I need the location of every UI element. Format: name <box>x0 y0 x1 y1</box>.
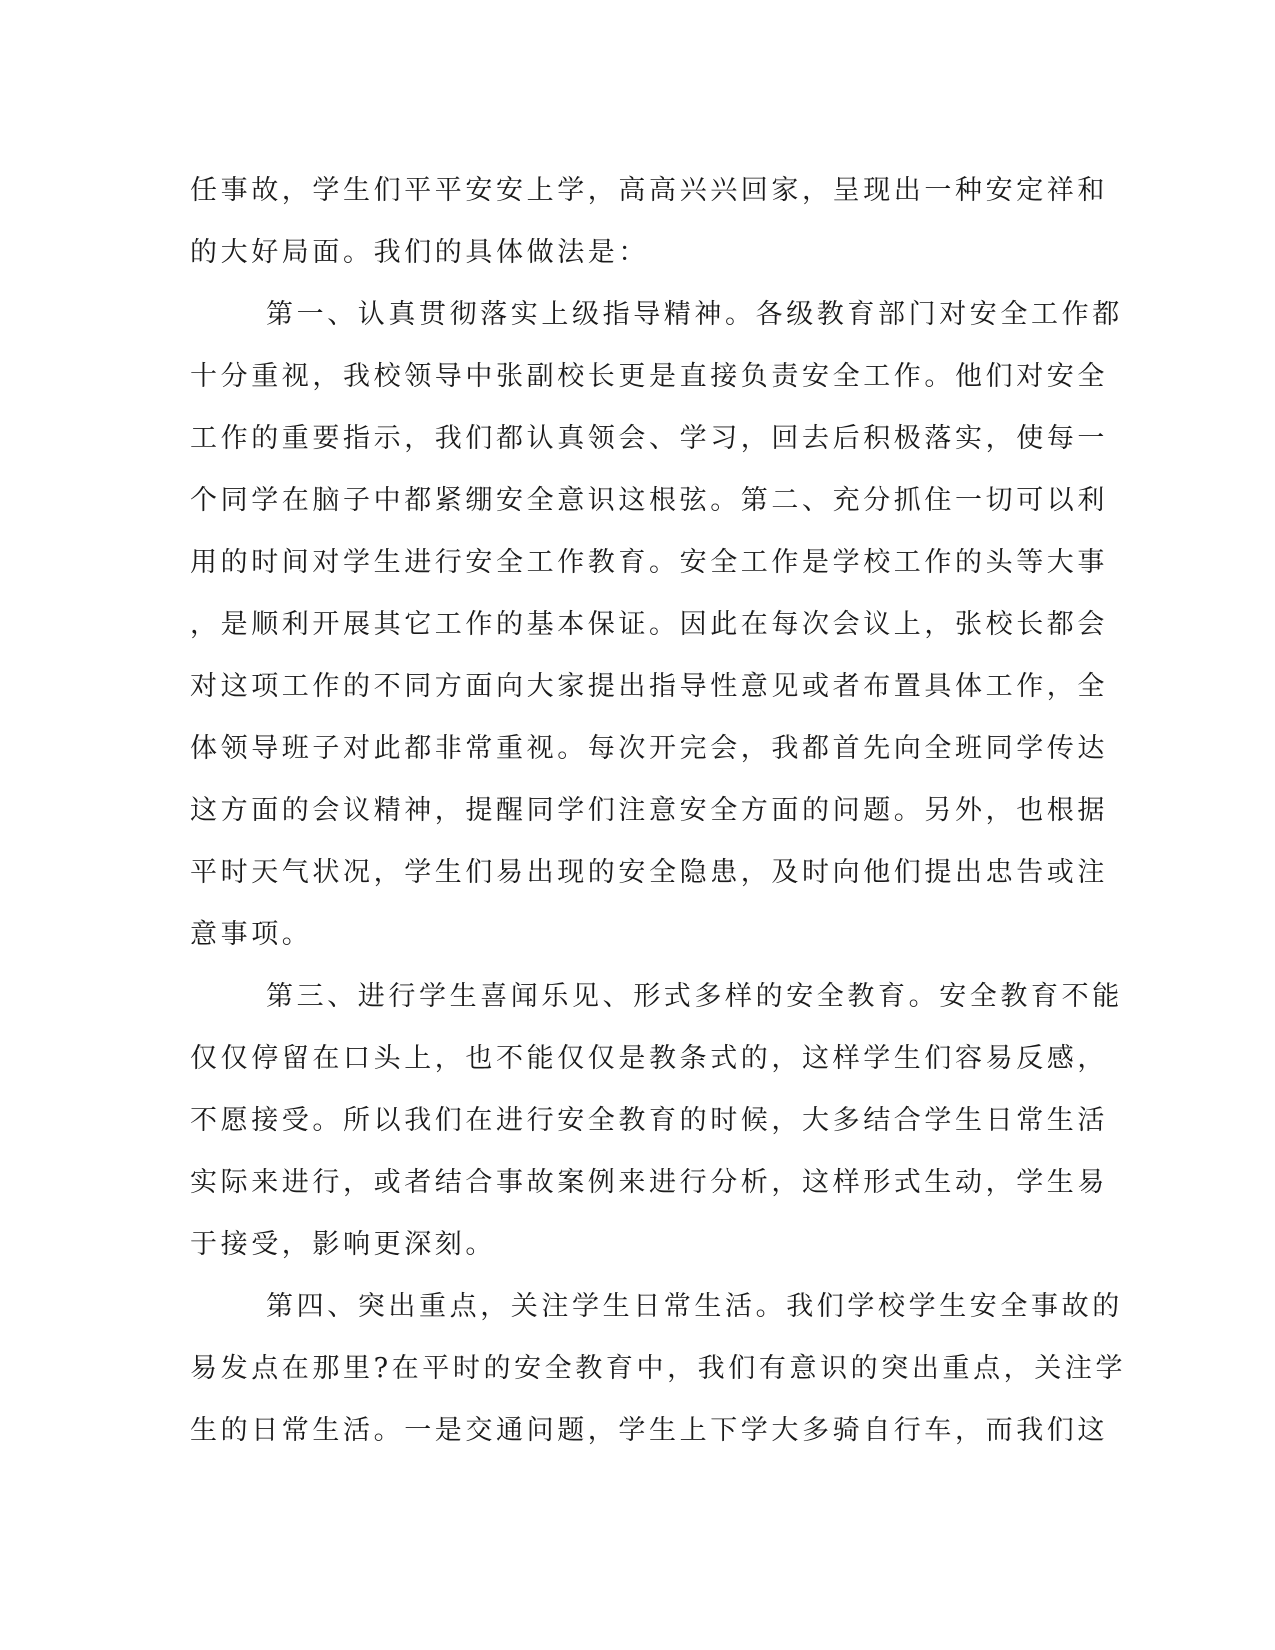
text-line: ，是顺利开展其它工作的基本保证。因此在每次会议上，张校长都会 <box>190 609 1108 640</box>
text-line: 易发点在那里?在平时的安全教育中，我们有意识的突出重点，关注学 <box>190 1353 1127 1384</box>
text-line: 任事故，学生们平平安安上学，高高兴兴回家，呈现出一种安定祥和 <box>190 175 1108 206</box>
text-line: 实际来进行，或者结合事故案例来进行分析，这样形式生动，学生易 <box>190 1167 1108 1198</box>
text-line: 对这项工作的不同方面向大家提出指导性意见或者布置具体工作，全 <box>190 671 1108 702</box>
text-line: 仅仅停留在口头上，也不能仅仅是教条式的，这样学生们容易反感， <box>190 1043 1108 1074</box>
text-line: 体领导班子对此都非常重视。每次开完会，我都首先向全班同学传达 <box>190 733 1108 764</box>
text-line: 平时天气状况，学生们易出现的安全隐患，及时向他们提出忠告或注 <box>190 857 1108 888</box>
text-line: 工作的重要指示，我们都认真领会、学习，回去后积极落实，使每一 <box>190 423 1108 454</box>
paragraph-first-line: 第一、认真贯彻落实上级指导精神。各级教育部门对安全工作都 <box>266 299 1123 330</box>
text-line: 用的时间对学生进行安全工作教育。安全工作是学校工作的头等大事 <box>190 547 1108 578</box>
text-line: 这方面的会议精神，提醒同学们注意安全方面的问题。另外，也根据 <box>190 795 1108 826</box>
paragraph-first-line: 第四、突出重点，关注学生日常生活。我们学校学生安全事故的 <box>266 1291 1123 1322</box>
text-line: 生的日常生活。一是交通问题，学生上下学大多骑自行车，而我们这 <box>190 1415 1108 1446</box>
paragraph-first-line: 第三、进行学生喜闻乐见、形式多样的安全教育。安全教育不能 <box>266 981 1123 1012</box>
text-line: 不愿接受。所以我们在进行安全教育的时候，大多结合学生日常生活 <box>190 1105 1108 1136</box>
text-line: 个同学在脑子中都紧绷安全意识这根弦。第二、充分抓住一切可以利 <box>190 485 1108 516</box>
body-text <box>190 160 1127 1462</box>
text-line: 十分重视，我校领导中张副校长更是直接负责安全工作。他们对安全 <box>190 361 1108 392</box>
text-line: 的大好局面。我们的具体做法是： <box>190 237 649 268</box>
text-line: 意事项。 <box>190 919 313 950</box>
text-line: 于接受，影响更深刻。 <box>190 1229 496 1260</box>
